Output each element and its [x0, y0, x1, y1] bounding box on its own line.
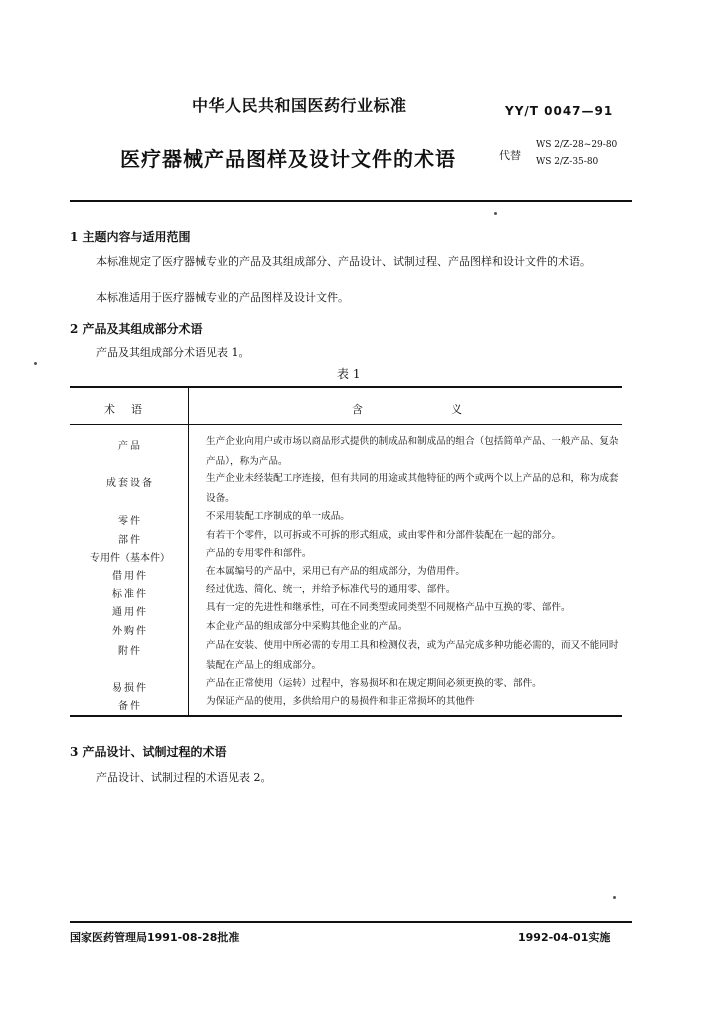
table-term-cell: 附件 — [118, 646, 142, 657]
table-term-cell: 外购件 — [112, 626, 148, 637]
table-definition-cell: 产品的专用零件和部件。 — [206, 548, 312, 559]
table-definition-cell: 产品在正常使用（运转）过程中，容易损坏和在规定期间必须更换的零、部件。 — [206, 678, 542, 689]
table-definition-cell: 为保证产品的使用，多供给用户的易损件和非正常损坏的其他件 — [206, 696, 475, 707]
section-3-heading: 3 产品设计、试制过程的术语 — [70, 745, 227, 759]
table-definition-cell: 本企业产品的组成部分中采购其他企业的产品。 — [206, 621, 408, 632]
supersedes-code-1: WS 2/Z-28~29-80 — [536, 140, 618, 150]
table-term-cell: 标准件 — [112, 589, 148, 600]
table-definition-cell: 具有一定的先进性和继承性，可在不同类型或同类型不同规格产品中互换的零、部件。 — [206, 602, 571, 613]
section-1-heading: 1 主题内容与适用范围 — [70, 230, 191, 244]
table-definition-cell: 产品在安装、使用中所必需的专用工具和检测仪表，或为产品完成多种功能必需的，而又不能同时装配在产品上的组成部分。 — [206, 640, 619, 671]
effective-date: 1992-04-01实施 — [518, 931, 611, 944]
table-definition-cell: 不采用装配工序制成的单一成品。 — [206, 511, 350, 522]
table-column-divider — [188, 386, 189, 716]
table-header-rule — [70, 424, 622, 425]
section-2-heading: 2 产品及其组成部分术语 — [70, 322, 203, 336]
table-definition-cell: 在本属编号的产品中，采用已有产品的组成部分，为借用件。 — [206, 566, 466, 577]
table-bottom-rule — [70, 715, 622, 717]
table-term-cell: 部件 — [118, 535, 142, 546]
table-term-cell: 易损件 — [112, 683, 148, 694]
approval-date: 国家医药管理局1991-08-28批准 — [70, 931, 240, 944]
table-term-cell: 通用件 — [112, 607, 148, 618]
section-2-paragraph-1: 产品及其组成部分术语见表 1。 — [96, 346, 250, 359]
section-1-paragraph-2: 本标准适用于医疗器械专业的产品图样及设计文件。 — [96, 291, 349, 304]
section-1-paragraph-1: 本标准规定了医疗器械专业的产品及其组成部分、产品设计、试制过程、产品图样和设计文件的术语。 — [96, 255, 591, 268]
table-definition-cell: 生产企业向用户或市场以商品形式提供的制成品和制成品的组合（包括简单产品、一般产品、复杂产品），称为产品。 — [206, 436, 619, 467]
table-term-cell: 借用件 — [112, 571, 148, 582]
supersedes-code-2: WS 2/Z-35-80 — [536, 157, 599, 167]
table-term-cell: 产品 — [118, 441, 142, 452]
footer-divider — [70, 921, 632, 923]
header-divider — [70, 200, 632, 202]
supersedes-label: 代替 — [499, 149, 521, 162]
table-term-cell: 成套设备 — [106, 478, 154, 489]
standard-code: YY/T 0047—91 — [505, 104, 614, 118]
table-top-rule — [70, 386, 622, 388]
table-term-cell: 备件 — [118, 701, 142, 712]
table-definition-cell: 经过优选、简化、统一，并给予标准代号的通用零、部件。 — [206, 584, 456, 595]
standard-category: 中华人民共和国医药行业标准 — [192, 96, 407, 115]
table-1-caption: 表 1 — [337, 367, 361, 381]
table-definition-cell: 有若干个零件，以可拆或不可拆的形式组成，或由零件和分部件装配在一起的部分。 — [206, 530, 561, 541]
table-header-term: 术语 — [104, 403, 158, 416]
table-header-definition: 含义 — [352, 403, 550, 416]
scan-speck — [494, 212, 497, 215]
table-term-cell: 专用件（基本件） — [90, 553, 170, 564]
section-3-paragraph-1: 产品设计、试制过程的术语见表 2。 — [96, 771, 272, 784]
table-term-cell: 零件 — [118, 516, 142, 527]
scan-speck — [613, 896, 616, 899]
scan-speck — [34, 362, 37, 365]
document-title: 医疗器械产品图样及设计文件的术语 — [120, 147, 456, 171]
table-definition-cell: 生产企业未经装配工序连接，但有共同的用途或其他特征的两个或两个以上产品的总和，称为成套设备。 — [206, 473, 619, 504]
